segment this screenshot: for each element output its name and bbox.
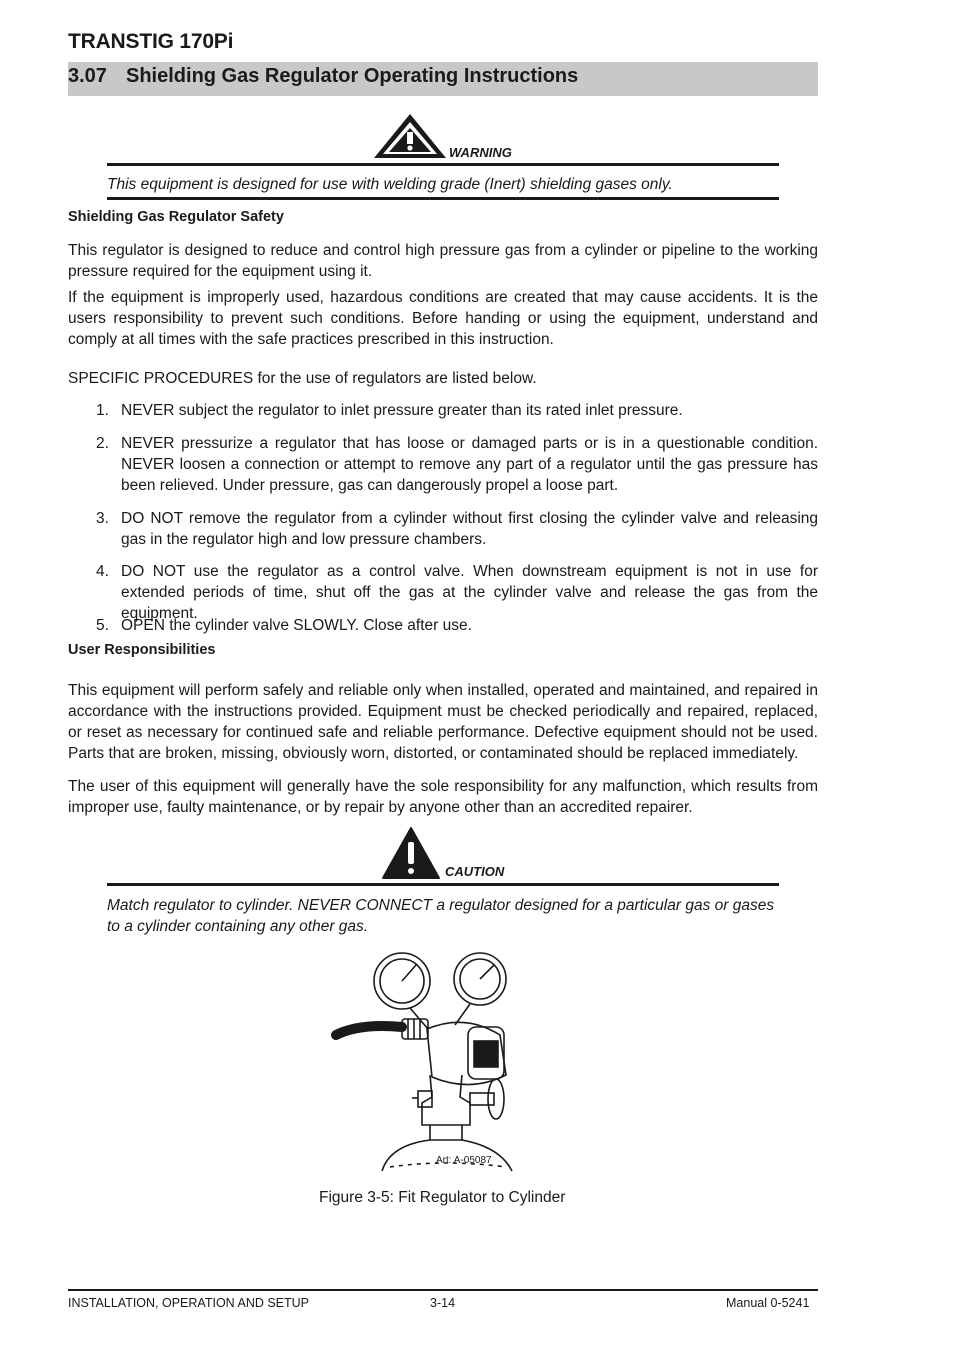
page-number: 3-14 xyxy=(430,1296,456,1310)
art-id-label: Art: A-05087 xyxy=(436,1155,492,1166)
caution-label: CAUTION xyxy=(445,864,505,879)
list-item-number: 5. xyxy=(96,617,109,634)
list-item: DO NOT use the regulator as a control valve. When downstream equipment is not in use for extended periods of time, shut off the gas at the cylinder valve and release the gas from the equipment. xyxy=(121,563,818,622)
section-title-text: Shielding Gas Regulator Operating Instructions xyxy=(126,65,579,87)
warning-triangle-icon xyxy=(372,112,448,160)
list-item: NEVER subject the regulator to inlet pressure greater than its rated inlet pressure. xyxy=(121,402,683,419)
product-title: TRANSTIG 170Pi xyxy=(68,30,234,53)
safety-para-1: This regulator is designed to reduce and control high pressure gas from a cylinder or pipeline to the working pressure required for the equipment using it. xyxy=(68,242,818,280)
warning-bottom-rule xyxy=(107,197,779,200)
caution-rule xyxy=(107,883,779,886)
warning-text: This equipment is designed for use with welding grade (Inert) shielding gases only. xyxy=(107,176,673,193)
list-item-number: 1. xyxy=(96,402,109,419)
figure-caption: Figure 3-5: Fit Regulator to Cylinder xyxy=(319,1189,566,1206)
section-title xyxy=(68,65,578,88)
procedures-intro: SPECIFIC PROCEDURES for the use of regulators are listed below. xyxy=(68,370,537,387)
section-number: 3.07 xyxy=(68,65,107,87)
footer-section: INSTALLATION, OPERATION AND SETUP xyxy=(68,1296,310,1310)
user-para-2: The user of this equipment will generally have the sole responsibility for any malfunction, which results from improper use, faulty maintenance, or by repair by anyone other than an accredited repairer. xyxy=(68,778,818,816)
user-responsibilities-heading: User Responsibilities xyxy=(68,642,216,658)
regulator-illustration xyxy=(330,945,520,1173)
safety-heading: Shielding Gas Regulator Safety xyxy=(68,209,284,225)
warning-top-rule xyxy=(107,163,779,166)
list-item-number: 2. xyxy=(96,435,109,452)
safety-para-2: If the equipment is improperly used, hazardous conditions are created that may cause accidents. It is the users responsibility to prevent such conditions. Before handing or using the equipment, understand and comply at all times with the safe practices prescribed in this instruction. xyxy=(68,289,818,348)
caution-exclamation-icon xyxy=(381,826,441,880)
list-item-number: 4. xyxy=(96,563,109,580)
footer-rule xyxy=(68,1289,818,1291)
manual-number: Manual 0-5241 xyxy=(726,1296,810,1310)
list-item: NEVER pressurize a regulator that has loose or damaged parts or is in a questionable condition. NEVER loosen a connection or attempt to remove any part of a regulator until the gas pressure has been relieved. Under pressure, gas can dangerously propel a loose part. xyxy=(121,435,818,494)
warning-label: WARNING xyxy=(449,145,512,160)
caution-text: Match regulator to cylinder. NEVER CONNECT a regulator designed for a particular gas or gases to a cylinder containing any other gas. xyxy=(107,897,775,935)
list-item: OPEN the cylinder valve SLOWLY. Close after use. xyxy=(121,617,472,634)
user-para-1: This equipment will perform safely and reliable only when installed, operated and maintained, and repaired in accordance with the instructions provided. Equipment must be checked periodically and repaired, replaced, or reset as necessary for continued safe and reliable performance. Defective equipment should not be used. Parts that are broken, missing, obviously worn, distorted, or contaminated should be replaced immediately. xyxy=(68,682,818,762)
list-item: DO NOT remove the regulator from a cylinder without first closing the cylinder valve and releasing gas in the regulator high and low pressure chambers. xyxy=(121,510,818,548)
list-item-number: 3. xyxy=(96,510,109,527)
